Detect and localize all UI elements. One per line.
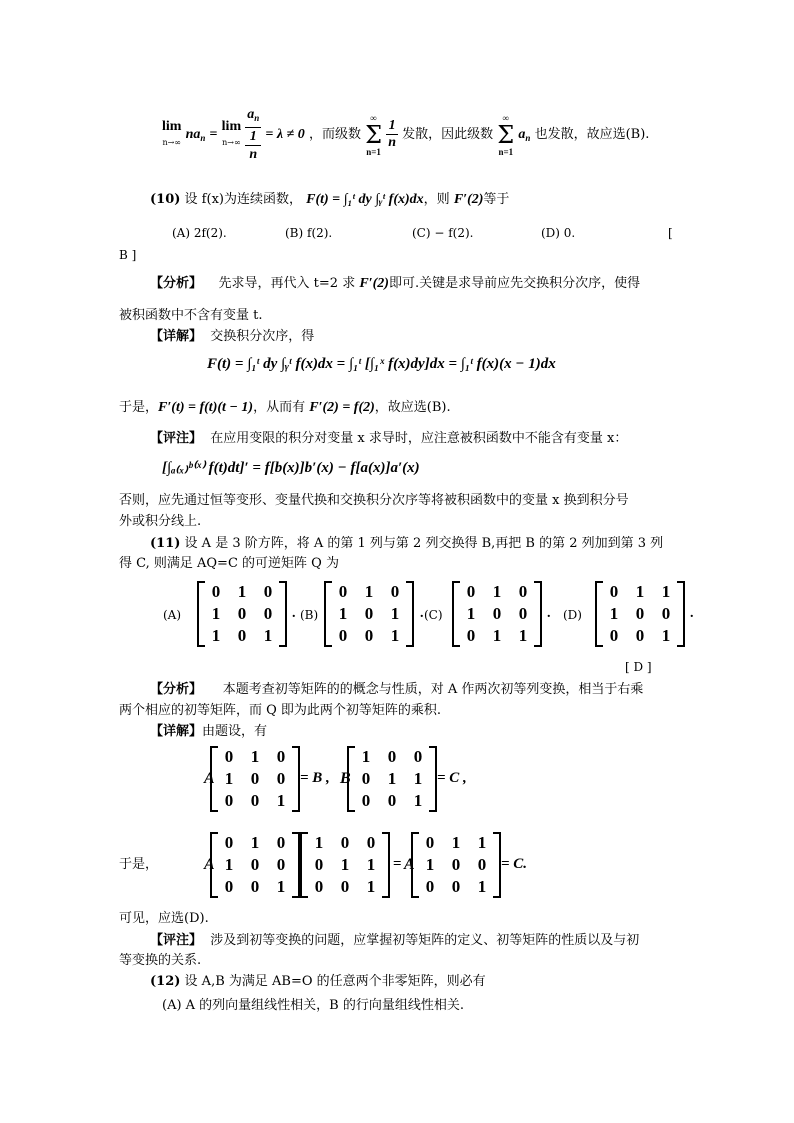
fraction-an-over-1n: $a_n$ 1 n: [247, 107, 260, 162]
q11-label-c: (C): [424, 608, 443, 622]
a10-remark-cont: 否则，应先通过恒等变形、变量代换和交换积分次序等将被积函数中的变量 x 换到积分号: [119, 493, 629, 508]
a11-analysis-cont: 两个相应的初等矩阵，而 Q 即为此两个初等矩阵的乘积.: [119, 703, 442, 718]
q11-matrix-d: 0 1 1 1 0 0 0 0 1: [595, 581, 685, 647]
a11-remark-cont: 等变换的关系.: [119, 953, 202, 968]
integral-formula: F(t) = ∫₁ᵗ dy ∫ᵧᵗ f(x)dx: [306, 192, 424, 207]
lim-operator: lim $_{n\to\infty}$: [162, 118, 182, 147]
a10-analysis: 【分析】 先求导，再代入 t=2 求 F′(2)即可.关键是求导前应先交换积分次序，使得: [150, 276, 641, 291]
a10-remark: 【评注】 在应用变限的积分对变量 x 求导时，应注意被积函数中不能含有变量 x：: [150, 431, 628, 446]
q10-option-c: (C) − f(2).: [412, 226, 474, 240]
series-sum-1: ∞ Σ n=1: [365, 112, 383, 157]
series-sum-2: ∞ Σ n=1: [497, 112, 515, 157]
question-12: (12) 设 A,B 为满足 AB=O 的任意两个非零矩阵，则必有: [150, 974, 486, 989]
q11-label-d: (D): [563, 608, 582, 622]
q12-option-a: (A) A 的列向量组线性相关，B 的行向量组线性相关.: [162, 998, 465, 1013]
a11-matrix-5: 0 1 1 1 0 0 0 0 1: [411, 832, 501, 898]
a10-remark-formula: [∫ₐ₍ₓ₎ᵇ⁽ˣ⁾ f(t)dt]′ = f[b(x)]b′(x) − f[a(x)]a′(x): [162, 460, 420, 476]
q11-matrix-b: 0 1 0 1 0 1 0 0 1: [324, 581, 414, 647]
a11-conclusion: 可见，应选(D).: [119, 911, 209, 926]
question-10: (10) 设 f(x)为连续函数， F(t) = ∫₁ᵗ dy ∫ᵧᵗ f(x)dx，则 F′(2)等于: [150, 192, 510, 207]
lim-operator-2: lim $_{n\to\infty}$: [221, 118, 242, 147]
a10-formula: F(t) = ∫₁ᵗ dy ∫ᵧᵗ f(x)dx = ∫₁ᵗ [∫₁ˣ f(x)dy]dx = ∫₁ᵗ f(x)(x − 1)dx: [207, 356, 556, 372]
a11-matrix-3: 0 1 0 1 0 0 0 0 1: [210, 832, 300, 898]
a11-analysis: 【分析】 本题考查初等矩阵的的概念与性质，对 A 作两次初等列变换，相当于右乘: [150, 682, 644, 697]
a10-analysis-cont: 被积函数中不含有变量 t.: [119, 308, 263, 323]
q11-label-b: (B): [300, 608, 319, 622]
q10-answer-bracket: [: [668, 226, 673, 240]
q11-label-a: (A): [163, 608, 182, 622]
a11-remark: 【评注】 涉及到初等变换的问题，应掌握初等矩阵的定义、初等矩阵的性质以及与初: [150, 933, 640, 948]
a11-detail: 【详解】由题设，有: [150, 724, 268, 739]
q10-answer: B ]: [119, 248, 137, 262]
a11-matrix-1: 0 1 0 1 0 0 0 0 1: [210, 746, 300, 812]
a11-matrix-2: 1 0 0 0 1 1 0 0 1: [347, 746, 437, 812]
a10-conclusion: 于是，F′(t) = f(t)(t − 1)，从而有 F′(2) = f(2)，故应选(B).: [119, 400, 451, 415]
q11-matrix-a: 0 1 0 1 0 0 1 0 1: [197, 581, 287, 647]
a11-matrix-4: 1 0 0 0 1 1 0 0 1: [300, 832, 390, 898]
q10-option-b: (B) f(2).: [285, 226, 333, 240]
question-11: (11) 设 A 是 3 阶方阵，将 A 的第 1 列与第 2 列交换得 B,再把 B 的第 2 列加到第 3 列: [150, 536, 664, 551]
na-term: $na_n$: [185, 127, 206, 143]
question-11-cont: 得 C, 则满足 AQ=C 的可逆矩阵 Q 为: [119, 556, 339, 571]
fraction-1-over-n: $\frac{1}{n}$: [388, 118, 396, 150]
q11-matrix-c: 0 1 0 1 0 0 0 1 1: [452, 581, 542, 647]
a10-detail: 【详解】 交换积分次序，得: [150, 329, 315, 344]
q10-option-d: (D) 0.: [541, 226, 576, 240]
q11-answer: [ D ]: [625, 660, 652, 674]
a11-so: 于是，: [119, 857, 159, 872]
a10-remark-cont-2: 外或积分线上.: [119, 514, 202, 529]
q10-option-a: (A) 2f(2).: [172, 226, 227, 240]
limit-formula-line: lim $_{n\to\infty}$ $na_n = \lim$ $_{n\to\infty}$ $a_n$ 1 n = λ ≠ 0 ，而级数 ∞ Σ n=1 $\frac{1}{n}$ 发散，因此级数 ∞ Σ n=1 $a_n$ 也发散，故应选(B).: [162, 107, 650, 162]
